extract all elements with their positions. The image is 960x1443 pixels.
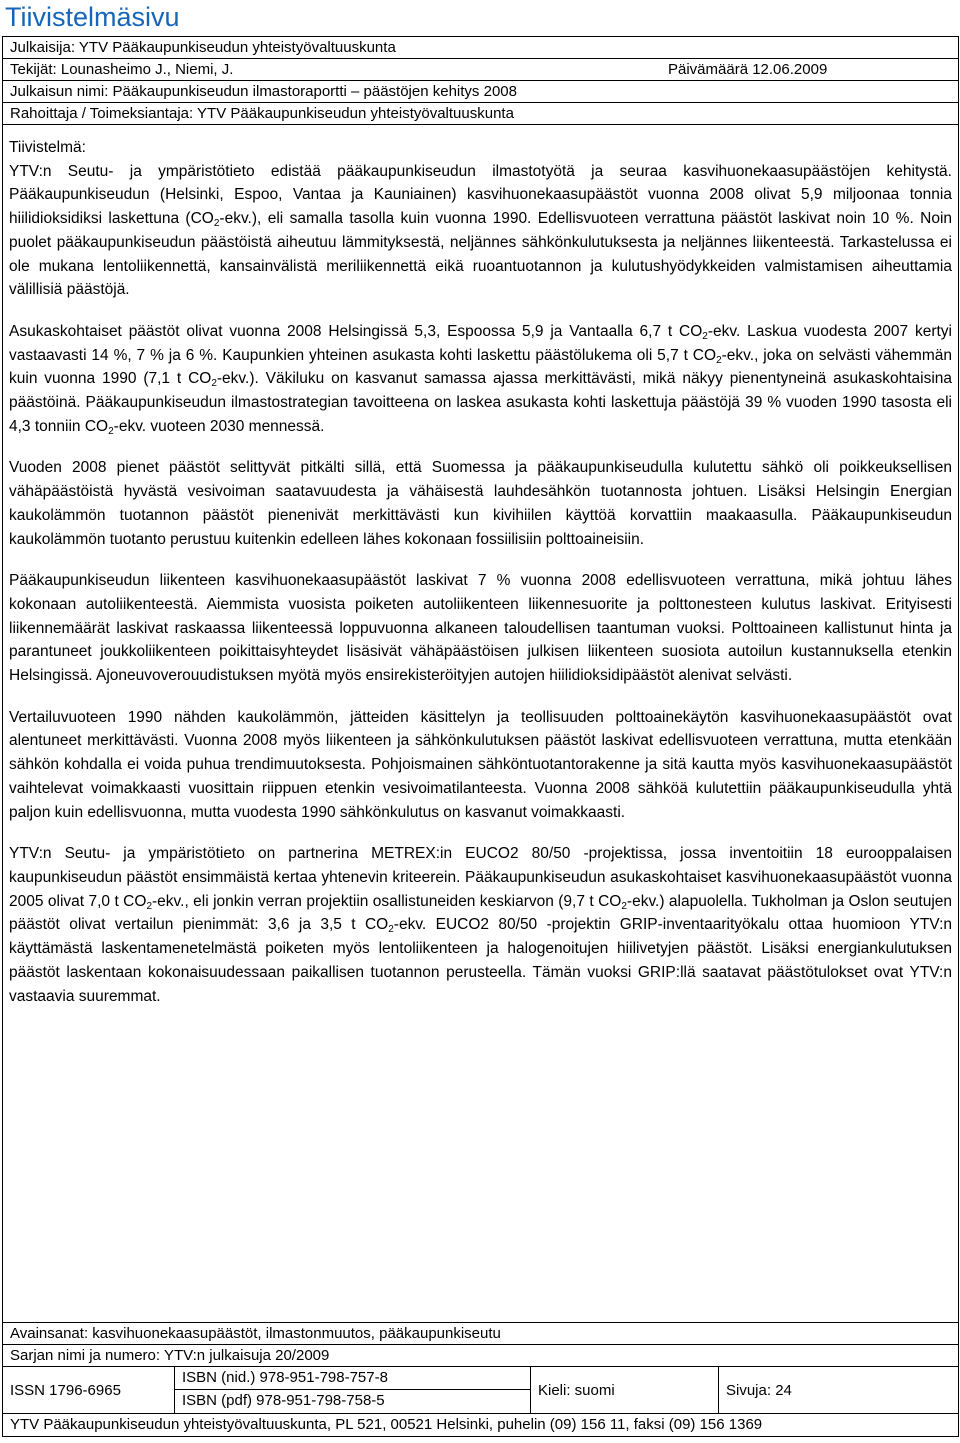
keywords-row: Avainsanat: kasvihuonekaasupäästöt, ilmastonmuutos, pääkaupunkiseutu xyxy=(3,1323,958,1345)
isbn-print: ISBN (nid.) 978-951-798-757-8 xyxy=(175,1367,530,1390)
abstract-paragraph-4: Pääkaupunkiseudun liikenteen kasvihuonekaasupäästöt laskivat 7 % vuonna 2008 edellisvuoteen verrattuna, mikä johtuu lähes kokonaan autoliikenteestä. Aiemmista vuosista poiketen autoliikenteen liikennesuorite ja polttonesteen kulutus laskivat. Erityisesti liikennemäärät laskivat raskaassa liikenteessä loppuvuonna alkaneen taloudellisen taantuman vuoksi. Polttoaineen kallistunut hinta ja parantuneet joukkoliikenteen poikittaisyhteydet lisäsivät vähäpäästöisen julkisen liikenteen suosiota autoilun kustannuksella etenkin Helsingissä. Ajoneuvoverouudistuksen myötä myös ensirekisteröityjen autojen hiilidioksidipäästöt alenivat selvästi. xyxy=(9,572,952,685)
abstract-paragraph-6: YTV:n Seutu- ja ympäristötieto on partnerina METREX:in EUCO2 80/50 -projektissa, jossa inventoitiin 18 eurooppalaisen kaupunkiseudun päästöt ensimmäistä kertaa yhtenevin kriteerein. Pääkaupunkiseudun asukaskohtaiset kasvihuonekaasupäästöt vuonna 2005 olivat 7,0 t $CO_2$-ekv., eli jonkin verran projektiin osallistuneiden keskiarvon (9,7 t $CO_2-ekv$.) alapuolella. Tukholman ja Oslon seutujen päästöt olivat vertailun pienimmät: 3,6 ja 3,5 t $CO_2$-ekv. EUCO2 80/50 -projektin GRIP-inventaarityökalu ottaa huomioon YTV:n käyttämästä laskentamenetelmästä poiketen myös lentoliikenteen ja halogenoitujen hiilivetyjen päästöt. Lisäksi energiankulutuksen päästöt laskentaan kokonaisuudessaan paikallisen tuotannon perusteella. Tämän vuoksi GRIP:llä saatavat päästötulokset ovat YTV:n vastaavia suuremmat. xyxy=(9,845,952,1005)
abstract-paragraph-3: Vuoden 2008 pienet päästöt selittyvät pitkälti sillä, että Suomessa ja pääkaupunkiseudulla kulutettu sähkö oli poikkeuksellisen vähäpäästöistä hyvästä vesivoiman saatavuudesta ja vähäisestä lauhdesähkön tuotannosta johtuen. Lisäksi Helsingin Energian kaukolämmön tuotannon päästöt pienenivät merkittävästi kun kivihiilen käyttöä korvattiin maakaasulla. Pääkaupunkiseudun kaukolämmön tuotanto perustuu kuitenkin edelleen lähes kokonaan fossiilisiin polttoaineisiin. xyxy=(9,459,952,548)
abstract-label: Tiivistelmä: xyxy=(9,139,86,156)
issn: ISSN 1796-6965 xyxy=(3,1367,175,1413)
isbn-block xyxy=(175,1367,531,1413)
abstract-body xyxy=(9,136,952,1026)
publication-header xyxy=(2,36,959,125)
abstract-paragraph-1: YTV:n Seutu- ja ympäristötieto edistää pääkaupunkiseudun ilmastotyötä ja seuraa kasvihuonekaasupäästöjen kehitystä. Pääkaupunkiseudun (Helsinki, Espoo, Vantaa ja Kauniainen) kasvihuonekaasupäästöt vuonna 2008 olivat 5,9 miljoonaa tonnia hiilidioksidiksi laskettuna $(CO_2-ekv.)$, eli samalla tasolla kuin vuonna 1990. Edellisvuoteen verrattuna päästöt laskivat noin 10 %. Noin puolet pääkaupunkiseudun päästöistä aiheutuu lämmityksestä, neljännes sähkönkulutuksesta ja neljännes liikenteestä. Tarkastelussa ei ole mukana lentoliikennettä, kansainvälistä meriliikennettä eikä ruoantuotannon ja kulutushyödykkeiden valmistamisen aiheuttamia välillisiä päästöjä. xyxy=(9,162,953,299)
language: Kieli: suomi xyxy=(531,1367,719,1413)
isbn-pdf: ISBN (pdf) 978-951-798-758-5 xyxy=(182,1392,385,1409)
abstract-paragraph-2: Asukaskohtaiset päästöt olivat vuonna 2008 Helsingissä 5,3, Espoossa 5,9 ja Vantaalla 6,7 t $CO_2$-ekv. Laskua vuodesta 2007 kertyi vastaavasti 14 %, 7 % ja 6 %. Kaupunkien yhteinen asukasta kohti laskettu päästölukema oli 5,7 t $CO_2$-ekv., joka on selvästi vähemmän kuin vuonna 1990 (7,1 t $CO_2-ekv$.). Väkiluku on kasvanut samassa ajassa merkittävästi, mikä näkyy pienentyneinä asukaskohtaisina päästöinä. Pääkaupunkiseudun ilmastostrategian tavoitteena on laskea asukasta kohti laskettuja päästöjä 39 % vuoden 1990 tasosta eli 4,3 tonniin $CO_2$-ekv. vuoteen 2030 mennessä. xyxy=(9,322,953,437)
authors: Tekijät: Lounasheimo J., Niemi, J. xyxy=(10,61,234,78)
publication-footer xyxy=(2,1322,959,1437)
abstract-paragraph-5: Vertailuvuoteen 1990 nähden kaukolämmön, jätteiden käsittelyn ja teollisuuden polttoainekäytön kasvihuonekaasupäästöt ovat alentuneet merkittävästi. Vuonna 2008 myös liikenteen ja sähkönkulutuksen päästöt laskivat edellisvuoteen verrattuna, mutta etenkään sähkön kohdalla ei voida puhua trendimuutoksesta. Pohjoismainen sähköntuotantorakenne ja sitä kautta myös kasvihuonekaasupäästöt vaihtelevat voimakkaasti vuosittain riippuen etenkin vesivoimatilanteesta. Vuonna 2008 sähköä kulutettiin pääkaupunkiseudulla yhtä paljon kuin edellisvuonna, mutta vuodesta 1990 sähkönkulutus on kasvanut voimakkaasti. xyxy=(9,708,952,821)
series-row: Sarjan nimi ja numero: YTV:n julkaisuja 20/2009 xyxy=(3,1345,958,1367)
page-count: Sivuja: 24 xyxy=(726,1381,792,1399)
authors-row xyxy=(3,59,958,81)
publication-date: Päivämäärä 12.06.2009 xyxy=(668,61,828,78)
contact-row: YTV Pääkaupunkiseudun yhteistyövaltuuskunta, PL 521, 00521 Helsinki, puhelin (09) 156 11, faksi (09) 156 1369 xyxy=(10,1416,763,1433)
funder-row: Rahoittaja / Toimeksiantaja: YTV Pääkaupunkiseudun yhteistyövaltuuskunta xyxy=(3,103,958,125)
publication-name-row: Julkaisun nimi: Pääkaupunkiseudun ilmastoraportti – päästöjen kehitys 2008 xyxy=(3,81,958,103)
publisher-row: Julkaisija: YTV Pääkaupunkiseudun yhteistyövaltuuskunta xyxy=(3,37,958,59)
identifiers-row xyxy=(3,1367,958,1414)
page-title: Tiivistelmäsivu xyxy=(5,2,180,32)
